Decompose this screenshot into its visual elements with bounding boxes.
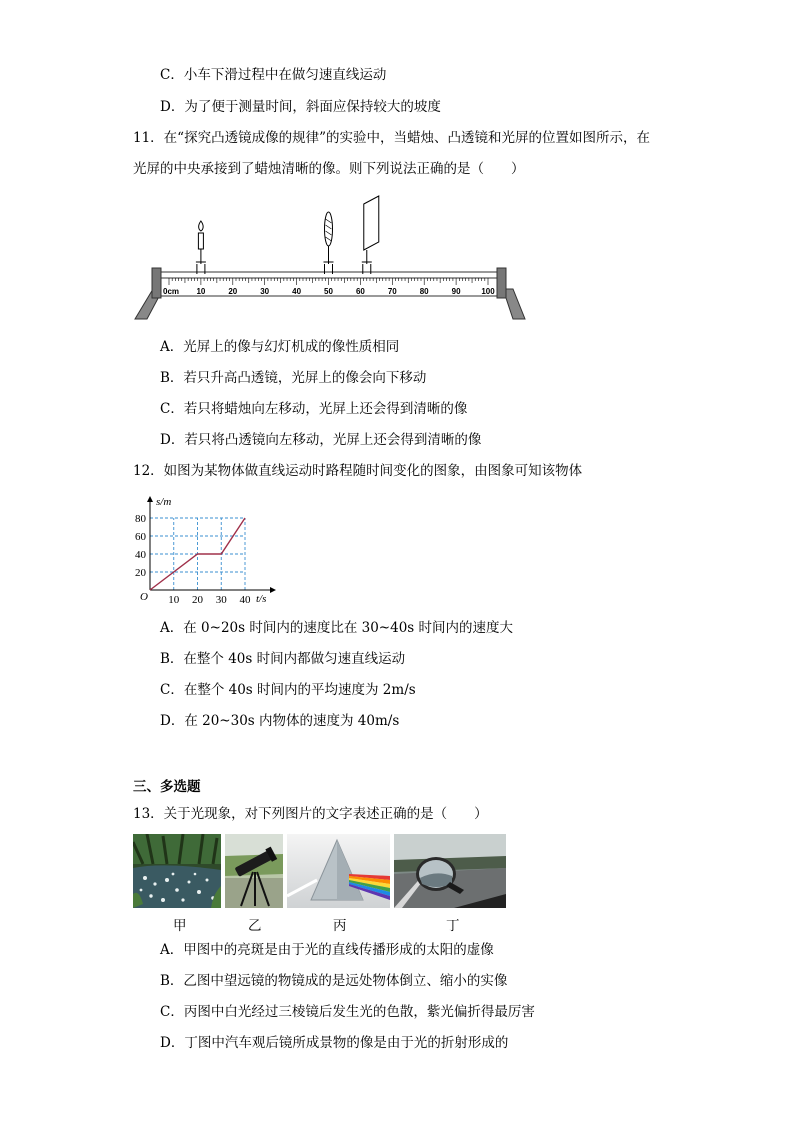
q11-option-a: A．光屏上的像与幻灯机成的像性质相同 (160, 339, 400, 355)
ruler-tick-label: 40 (292, 287, 302, 296)
light-screen (362, 196, 379, 274)
y-axis-arrow (147, 496, 153, 502)
y-axis-label: s/m (156, 496, 172, 508)
optical-bench-figure (133, 194, 528, 322)
photo-yi-telescope (225, 834, 283, 908)
q12-option-a: A．在 0~20s 时间内的速度比在 30~40s 时间内的速度大 (160, 620, 514, 636)
q13-option-b: B．乙图中望远镜的物镜成的是远处物体倒立、缩小的实像 (160, 973, 508, 989)
distance-time-chart (125, 492, 285, 604)
caption-bing: 丙 (333, 918, 347, 934)
q13-option-a: A．甲图中的亮斑是由于光的直线传播形成的太阳的虚像 (160, 942, 494, 958)
section-title: 三、多选题 (133, 779, 201, 795)
q13-option-c: C．丙图中白光经过三棱镜后发生光的色散，紫光偏折得最厉害 (160, 1004, 535, 1020)
caption-ding: 丁 (446, 918, 460, 934)
origin-label: O (140, 591, 148, 603)
ruler-tick-label: 90 (451, 287, 461, 296)
ruler-tick-label: 10 (196, 287, 206, 296)
y-tick-label: 20 (135, 567, 146, 579)
q12-option-d: D．在 20~30s 内物体的速度为 40m/s (160, 713, 400, 729)
q13-stem: 13．关于光现象，对下列图片的文字表述正确的是（ ） (133, 806, 488, 822)
x-axis-label: t/s (256, 593, 267, 604)
x-tick-label: 40 (239, 594, 251, 604)
q11-option-d: D．若只将凸透镜向左移动，光屏上还会得到清晰的像 (160, 432, 482, 448)
ruler-tick-label: 100 (481, 287, 495, 296)
ruler-tick-label: 50 (324, 287, 333, 296)
ruler-tick-label: 30 (260, 287, 270, 296)
q13-option-d: D．丁图中汽车观后镜所成景物的像是由于光的折射形成的 (160, 1035, 509, 1051)
bench-right-post (497, 268, 506, 298)
x-axis-arrow (270, 587, 276, 593)
bench-rail-top (161, 272, 497, 278)
photo-jia-light-spots (133, 834, 221, 908)
caption-yi: 乙 (248, 918, 262, 934)
q11-option-b: B．若只升高凸透镜，光屏上的像会向下移动 (160, 370, 427, 386)
q11-option-c: C．若只将蜡烛向左移动，光屏上还会得到清晰的像 (160, 401, 468, 417)
q11-stem-line1: 11．在“探究凸透镜成像的规律”的实验中，当蜡烛、凸透镜和光屏的位置如图所示，在 (133, 130, 650, 146)
ruler-unit-label: 0cm (163, 287, 180, 296)
ruler-tick-label: 80 (419, 287, 429, 296)
photo-ding-car-mirror (394, 834, 506, 908)
option-c-prev: C．小车下滑过程中在做匀速直线运动 (160, 67, 387, 83)
caption-jia: 甲 (173, 918, 187, 934)
q12-option-b: B．在整个 40s 时间内都做匀速直线运动 (160, 651, 406, 667)
candle (196, 221, 206, 274)
bench-left-post (152, 268, 161, 298)
option-d-prev: D．为了便于测量时间，斜面应保持较大的坡度 (160, 99, 441, 115)
ruler-tick-label: 60 (355, 287, 365, 296)
y-tick-label: 40 (135, 549, 146, 561)
q12-stem: 12．如图为某物体做直线运动时路程随时间变化的图象，由图象可知该物体 (133, 463, 583, 479)
convex-lens (324, 212, 334, 274)
y-tick-label: 80 (135, 513, 146, 525)
x-tick-label: 30 (215, 594, 227, 604)
ruler-tick-label: 20 (228, 287, 238, 296)
x-tick-label: 10 (168, 594, 180, 604)
y-tick-label: 60 (135, 531, 146, 543)
photo-bing-prism (287, 834, 390, 908)
q11-stem-line2: 光屏的中央承接到了蜡烛清晰的像。则下列说法正确的是（ ） (133, 161, 525, 177)
x-tick-label: 20 (192, 594, 203, 604)
q12-option-c: C．在整个 40s 时间内的平均速度为 2m/s (160, 682, 416, 698)
ruler-tick-label: 70 (387, 287, 397, 296)
